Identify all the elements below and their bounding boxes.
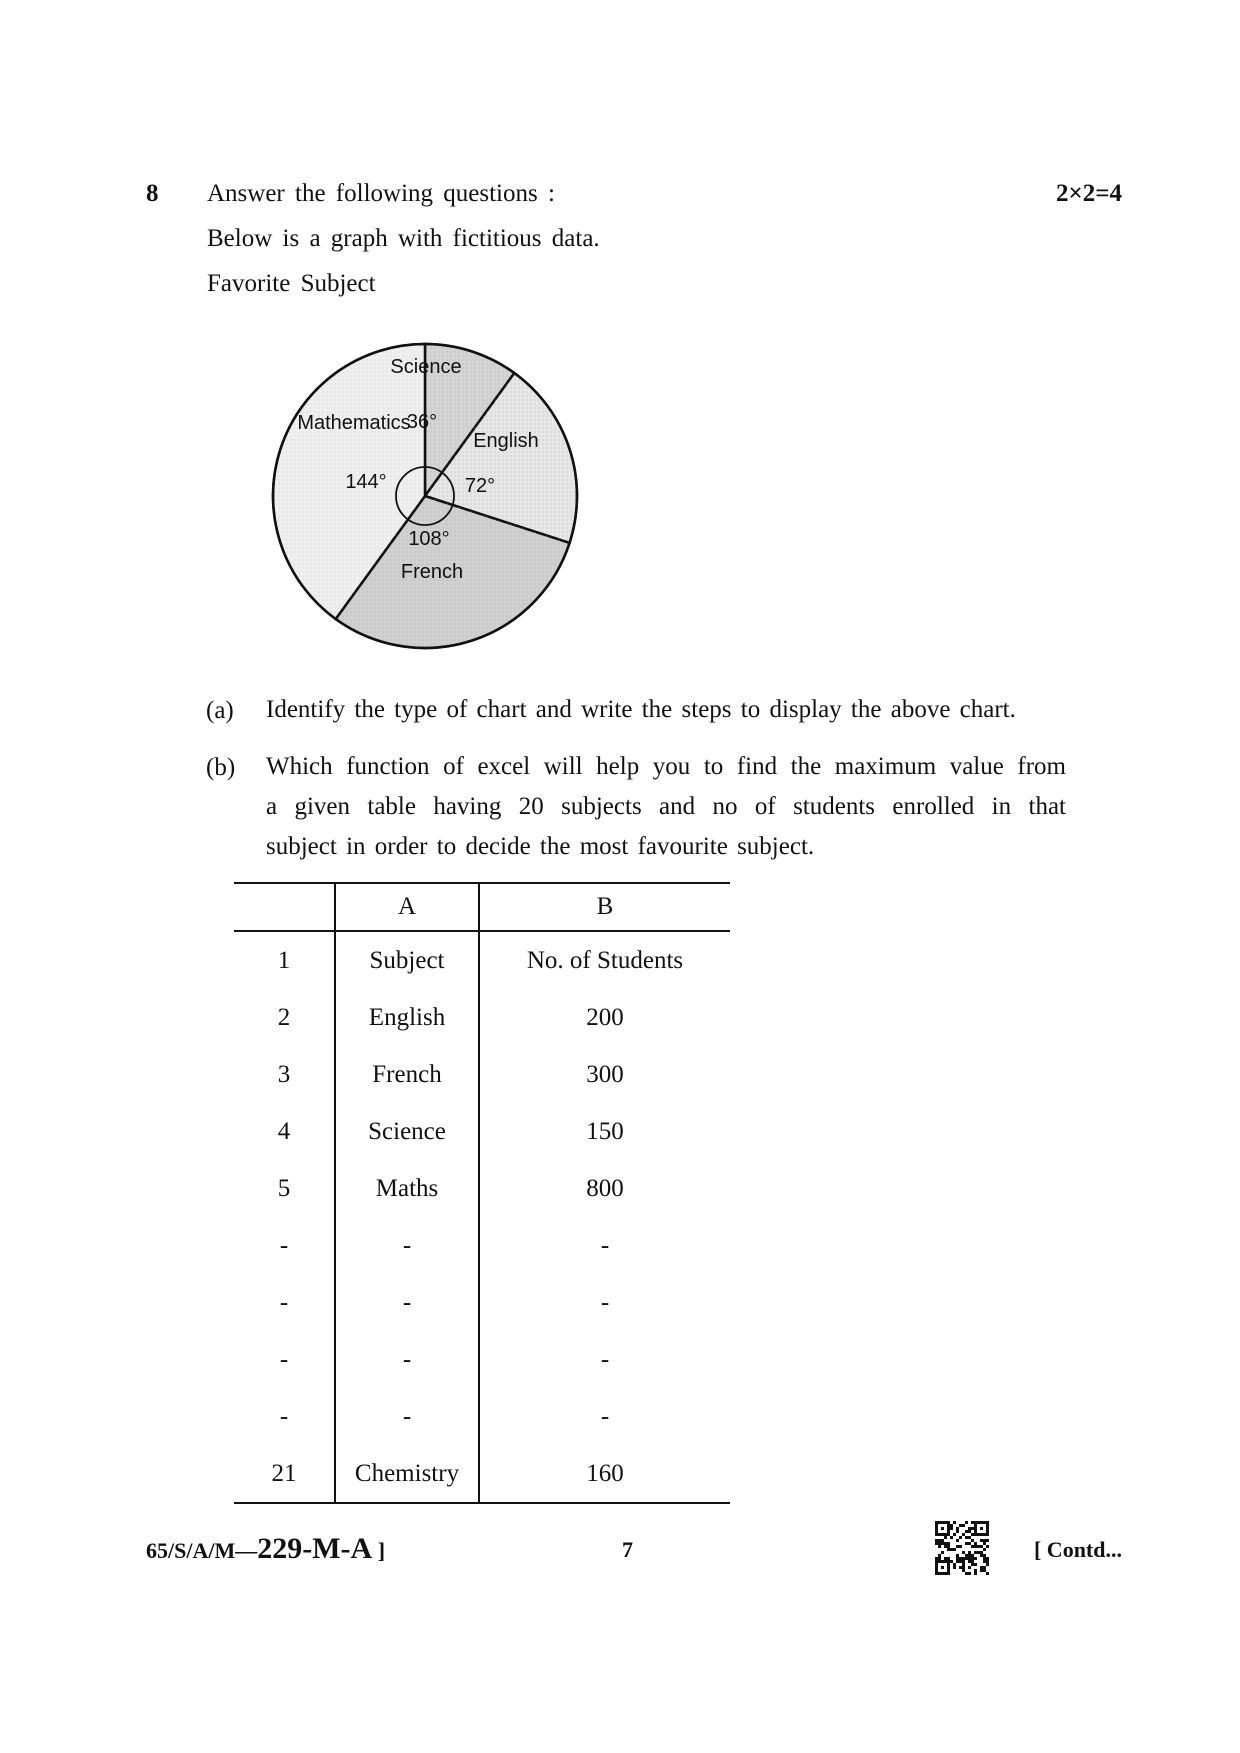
- table-cell: Chemistry: [335, 1445, 479, 1503]
- table-cell: -: [600, 1288, 610, 1316]
- table-cell: -: [600, 1231, 610, 1259]
- table-cell: 3: [234, 1046, 335, 1103]
- table-row: [234, 1445, 730, 1503]
- table-cell: 150: [586, 1117, 624, 1145]
- graph-title: Favorite Subject: [207, 270, 376, 297]
- table-cell: 800: [586, 1174, 624, 1202]
- table-row: [234, 1274, 730, 1331]
- table-cell: 4: [234, 1103, 335, 1160]
- table-cell: Science: [335, 1103, 479, 1160]
- question-intro: Answer the following questions :: [207, 180, 555, 207]
- table-cell: -: [234, 1388, 335, 1445]
- table-header-cell: [234, 883, 335, 931]
- part-b-line-2: a given table having 20 subjects and no of students enrolled in that: [266, 793, 1066, 820]
- table-cell: French: [335, 1046, 479, 1103]
- excel-table: [234, 882, 730, 1504]
- table-row: [234, 1331, 730, 1388]
- table-row: [234, 989, 730, 1046]
- table-cell: -: [600, 1345, 610, 1373]
- table-cell: 1: [234, 931, 335, 989]
- pie-chart: [258, 335, 598, 675]
- table-row: [234, 1388, 730, 1445]
- table-cell: 2: [234, 989, 335, 1046]
- table-cell: No. of Students: [526, 946, 684, 974]
- part-b-line-3: subject in order to decide the most favourite subject.: [266, 833, 815, 860]
- qr-code-icon: [935, 1521, 989, 1575]
- table-header-cell: B: [479, 883, 730, 931]
- table-header-cell: A: [335, 883, 479, 931]
- table-cell: 5: [234, 1160, 335, 1217]
- paper-code-prefix: 65/S/A/M—: [146, 1538, 258, 1563]
- table-row: [234, 931, 730, 989]
- part-a-text: Identify the type of chart and write the steps to display the above chart.: [266, 696, 1016, 723]
- table-row: [234, 1046, 730, 1103]
- paper-code: [146, 1532, 385, 1566]
- table-cell: -: [335, 1274, 479, 1331]
- table-row: [234, 1103, 730, 1160]
- slice-label-science: Science: [390, 356, 462, 378]
- part-b-line-1: Which function of excel will help you to find the maximum value from: [266, 753, 1066, 780]
- slice-label-english: English: [473, 430, 539, 452]
- table-cell: -: [335, 1331, 479, 1388]
- part-a-label: (a): [206, 697, 234, 724]
- question-marks: 2×2=4: [1056, 180, 1122, 207]
- table-cell: English: [335, 989, 479, 1046]
- table-cell: -: [234, 1274, 335, 1331]
- table-cell: Subject: [335, 931, 479, 989]
- question-number: 8: [146, 180, 159, 207]
- table-cell: 21: [234, 1445, 335, 1503]
- slice-angle-french: 108°: [408, 528, 450, 550]
- table-cell: 300: [586, 1060, 624, 1088]
- table-cell: 200: [586, 1003, 624, 1031]
- table-cell: -: [335, 1217, 479, 1274]
- table-row: [234, 1160, 730, 1217]
- table-cell: -: [600, 1402, 610, 1430]
- page-number: 7: [622, 1537, 633, 1562]
- paper-code-main: 229-M-A: [257, 1532, 373, 1565]
- slice-angle-mathematics: 144°: [345, 471, 387, 493]
- slice-angle-science: 36°: [406, 411, 438, 433]
- table-cell: 160: [586, 1459, 624, 1487]
- continued-note: [ Contd...: [1033, 1537, 1122, 1562]
- slice-angle-english: 72°: [464, 475, 496, 497]
- table-cell: -: [234, 1331, 335, 1388]
- question-line2: Below is a graph with fictitious data.: [207, 225, 600, 252]
- part-b-label: (b): [206, 754, 236, 781]
- table-header-row: [234, 883, 730, 931]
- slice-label-mathematics: Mathematics: [297, 412, 411, 434]
- table-cell: -: [335, 1388, 479, 1445]
- slice-label-french: French: [400, 561, 464, 583]
- table-cell: -: [234, 1217, 335, 1274]
- table-row: [234, 1217, 730, 1274]
- table-cell: Maths: [335, 1160, 479, 1217]
- paper-code-suffix: ]: [372, 1538, 386, 1563]
